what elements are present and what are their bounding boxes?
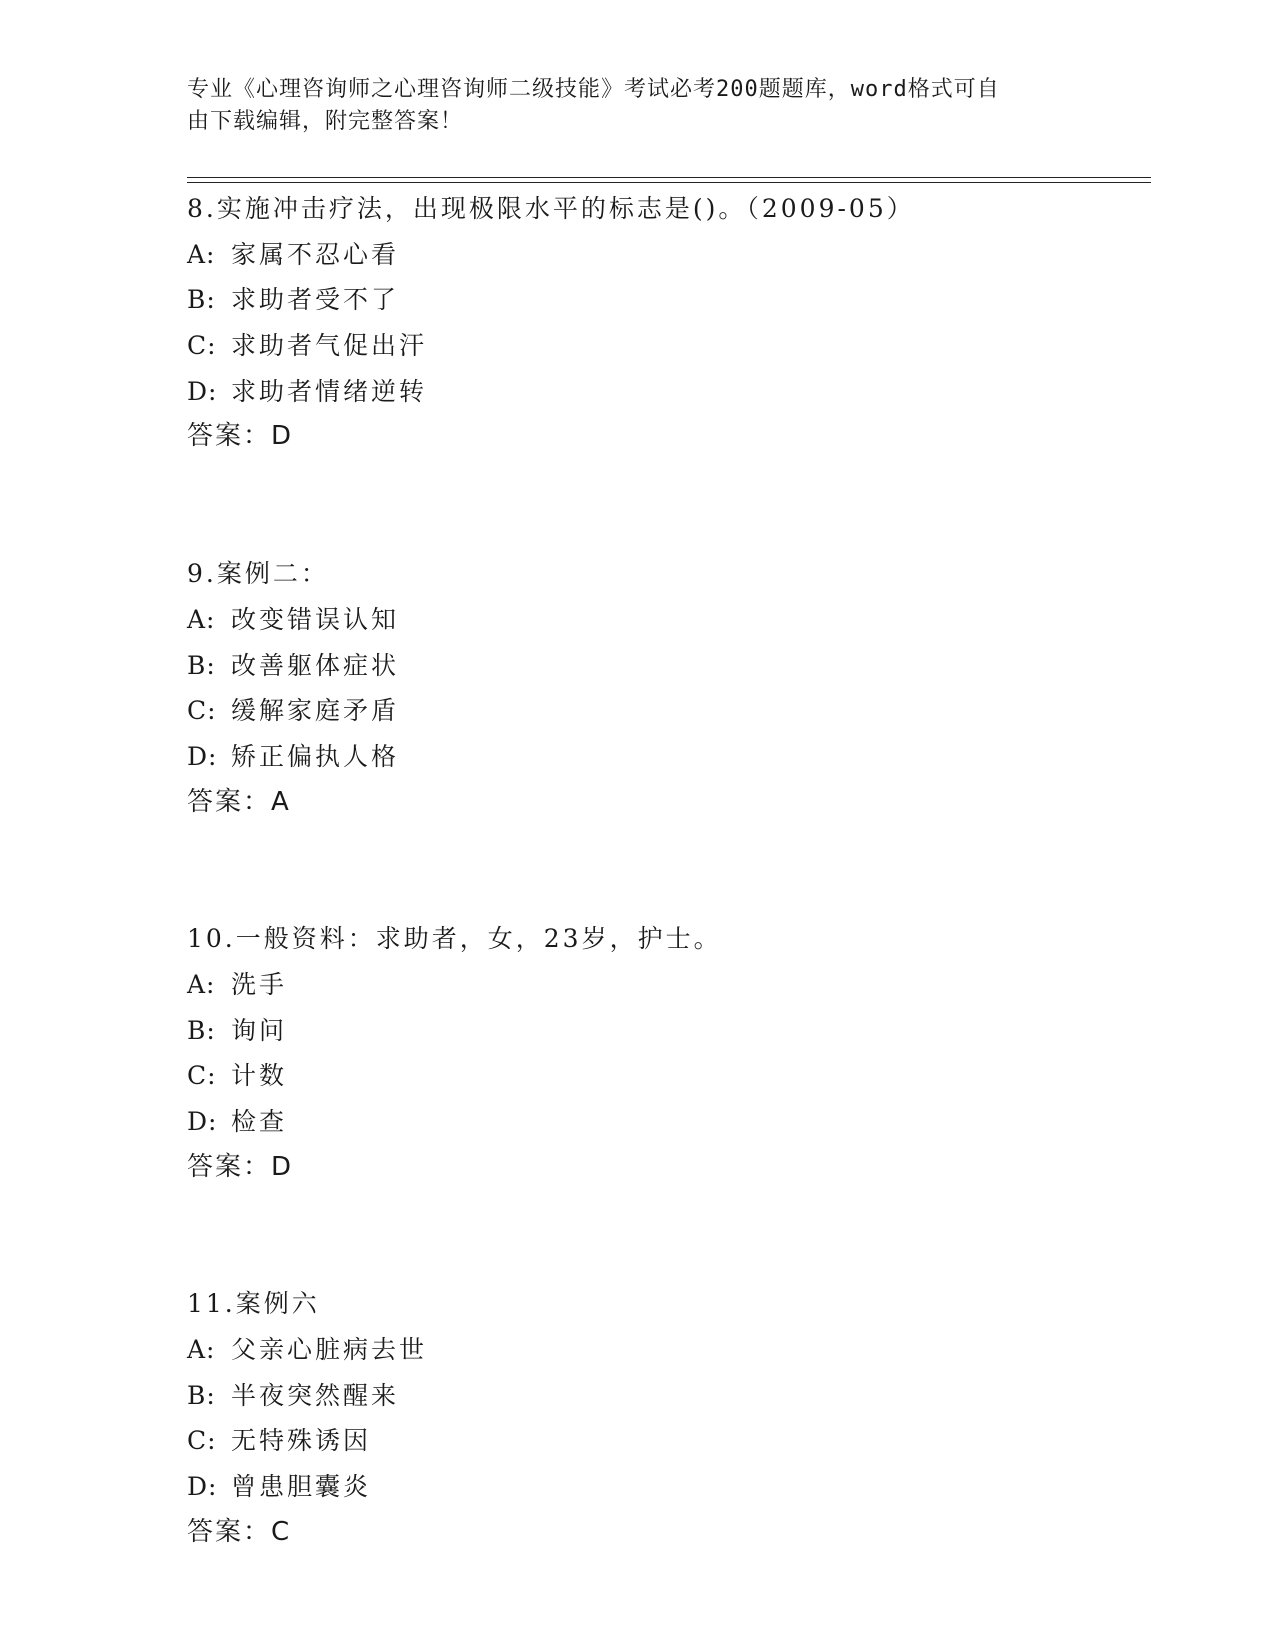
question-stem: 10.一般资料：求助者，女，23岁，护士。: [187, 924, 722, 954]
option-letter: D:: [187, 376, 218, 406]
option-text: 缓解家庭矛盾: [231, 696, 400, 726]
answer-line: 答案：D: [187, 1151, 294, 1182]
option-letter: D:: [187, 1107, 218, 1136]
option-text: 无特殊诱因: [231, 1426, 372, 1456]
answer-line: 答案：D: [187, 421, 294, 452]
header-divider-bottom: [187, 182, 1151, 183]
option-b: [187, 277, 1147, 323]
option-letter: D:: [187, 1472, 218, 1502]
header-divider-top: [187, 177, 1151, 178]
option-letter: A:: [187, 239, 216, 269]
option-text: 求助者气促出汗: [231, 331, 428, 361]
option-letter: B:: [187, 1380, 216, 1410]
option-d: [187, 734, 1147, 780]
option-letter: D:: [187, 741, 218, 771]
option-letter: C:: [187, 1426, 217, 1456]
option-a: [187, 1327, 1147, 1373]
option-c: [187, 323, 1147, 369]
option-b: [187, 1008, 1147, 1054]
option-c: [187, 1418, 1147, 1464]
question-8: [187, 186, 1147, 460]
question-list: [187, 186, 1147, 1556]
option-letter: C:: [187, 1061, 217, 1091]
question-stem: 9.案例二：: [187, 559, 329, 589]
document-header: [187, 74, 1067, 138]
question-9: [187, 551, 1147, 825]
header-line-1: 专业《心理咨询师之心理咨询师二级技能》考试必考200题题库，word格式可自: [187, 77, 1000, 102]
option-letter: A:: [187, 969, 216, 999]
option-c: [187, 688, 1147, 734]
option-text: 求助者情绪逆转: [231, 376, 428, 406]
option-letter: A:: [187, 604, 216, 634]
question-stem: 8.实施冲击疗法，出现极限水平的标志是()。（2009-05）: [187, 194, 915, 223]
answer-line: 答案：A: [187, 786, 291, 817]
option-letter: A:: [187, 1335, 216, 1365]
question-spacer: [187, 825, 1147, 916]
question-spacer: [187, 460, 1147, 551]
option-text: 检查: [231, 1107, 288, 1136]
option-text: 询问: [231, 1015, 288, 1045]
option-letter: B:: [187, 285, 216, 315]
option-c: [187, 1053, 1147, 1099]
answer-line: 答案：C: [187, 1516, 292, 1547]
option-letter: C:: [187, 331, 217, 361]
option-d: [187, 369, 1147, 415]
option-b: [187, 1373, 1147, 1419]
option-d: [187, 1464, 1147, 1510]
question-11: [187, 1281, 1147, 1555]
option-b: [187, 643, 1147, 689]
option-text: 改变错误认知: [231, 604, 400, 634]
option-d: [187, 1099, 1147, 1145]
option-letter: B:: [187, 1015, 216, 1045]
question-10: [187, 916, 1147, 1190]
option-text: 曾患胆囊炎: [231, 1472, 372, 1502]
option-text: 父亲心脏病去世: [231, 1335, 428, 1365]
option-text: 矫正偏执人格: [231, 741, 400, 771]
option-text: 半夜突然醒来: [231, 1380, 400, 1410]
option-letter: B:: [187, 650, 216, 680]
option-a: [187, 962, 1147, 1008]
question-spacer: [187, 1190, 1147, 1281]
option-text: 计数: [231, 1061, 288, 1091]
header-line-2: 由下载编辑，附完整答案！: [187, 109, 464, 134]
option-text: 求助者受不了: [231, 285, 400, 315]
option-text: 改善躯体症状: [231, 650, 400, 680]
option-a: [187, 232, 1147, 278]
question-stem: 11.案例六: [187, 1289, 320, 1319]
option-a: [187, 597, 1147, 643]
option-text: 家属不忍心看: [231, 239, 400, 269]
option-text: 洗手: [231, 969, 288, 999]
option-letter: C:: [187, 696, 217, 726]
